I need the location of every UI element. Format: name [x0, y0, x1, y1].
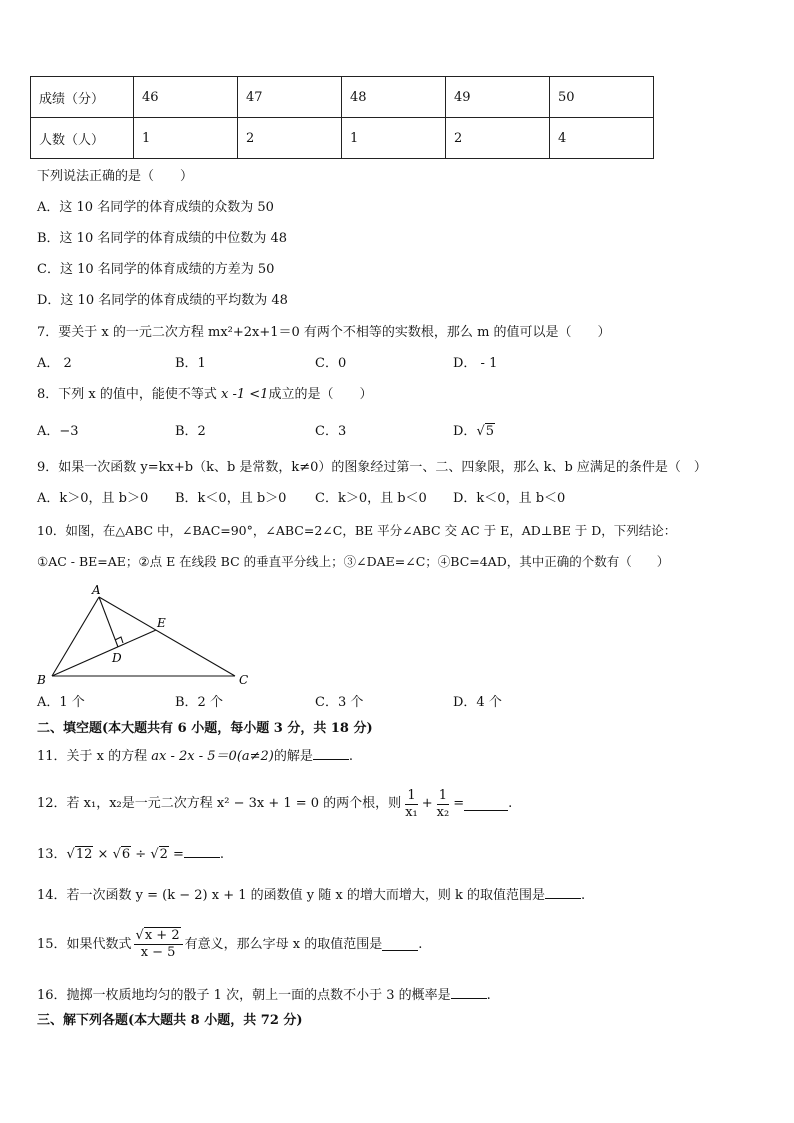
radicand: x + 2 — [144, 928, 180, 943]
question-16 — [37, 986, 491, 1005]
operator: ÷ — [131, 847, 151, 862]
table-cell: 50 — [550, 77, 654, 118]
question-9-option-c: C．k＞0，且 b＜0 — [315, 491, 427, 506]
answer-blank — [545, 886, 581, 899]
segment-ab — [52, 597, 99, 676]
period: . — [219, 847, 225, 862]
question-15 — [37, 928, 422, 961]
question-8-inequality: x -1 <1 — [221, 387, 269, 402]
score-table — [30, 76, 654, 159]
label-a: A — [92, 584, 101, 597]
segment-be — [52, 630, 156, 676]
fraction-denominator: x − 5 — [140, 945, 176, 960]
question-9-option-d: D．k＜0，且 b＜0 — [453, 491, 566, 506]
triangle-figure — [34, 584, 254, 688]
question-8-option-a: A．−3 — [37, 424, 79, 439]
question-8-stem-tail: 成立的是（ ） — [268, 387, 373, 402]
table-row — [31, 77, 654, 118]
table-cell: 47 — [238, 77, 342, 118]
period: . — [348, 749, 354, 764]
question-8-stem — [37, 386, 372, 404]
question-14 — [37, 886, 585, 905]
question-10-option-b: B．2 个 — [175, 695, 223, 710]
question-7-option-a: A． 2 — [37, 356, 72, 371]
question-10-line-1: 10．如图，在△ABC 中，∠BAC=90°，∠ABC=2∠C，BE 平分∠ABC 交 AC 于 E，AD⊥BE 于 D，下列结论： — [37, 523, 677, 538]
label-b: B — [37, 673, 46, 687]
question-9-option-b: B．k＜0，且 b＞0 — [175, 491, 287, 506]
answer-blank — [464, 798, 508, 811]
label-c: C — [239, 673, 249, 687]
radicand: 6 — [121, 847, 131, 862]
equals-sign: = — [168, 847, 184, 862]
question-13: 13．√12 × √6 ÷ √2 = . — [37, 847, 225, 862]
answer-blank — [382, 938, 418, 951]
table-cell: 48 — [342, 77, 446, 118]
table-cell: 49 — [446, 77, 550, 118]
question-9-stem: 9．如果一次函数 y=kx+b（k、b 是常数，k≠0）的图象经过第一、二、四象限，那么 k、b 应满足的条件是（ ） — [37, 460, 707, 475]
question-10-line-2: ①AC - BE=AE；②点 E 在线段 BC 的垂直平分线上；③∠DAE=∠C；④BC=4AD，其中正确的个数有（ ） — [37, 554, 670, 569]
question-11-equation: ax - 2x - 5＝0(a≠2) — [151, 749, 274, 764]
question-15-tail: 有意义，那么字母 x 的取值范围是 — [184, 936, 383, 952]
section-3-heading: 三、解下列各题(本大题共 8 小题，共 72 分) — [37, 1013, 303, 1028]
label-d: D — [112, 651, 122, 665]
question-6-option-b: B．这 10 名同学的体育成绩的中位数为 48 — [37, 231, 288, 246]
operator: × — [93, 847, 113, 862]
question-6-option-a: A．这 10 名同学的体育成绩的众数为 50 — [37, 200, 274, 215]
table-cell: 1 — [134, 118, 238, 159]
radicand: 12 — [75, 847, 93, 862]
plus-sign: + — [421, 796, 433, 811]
question-7-option-d: D． - 1 — [453, 356, 498, 371]
question-13-number: 13． — [37, 847, 67, 862]
question-8-radicand: 5 — [485, 424, 495, 439]
question-7-stem: 7．要关于 x 的一元二次方程 mx²+2x+1＝0 有两个不相等的实数根，那么 m 的值可以是（ ） — [37, 325, 611, 340]
table-cell: 1 — [342, 118, 446, 159]
question-8-option-d: D．√5 — [453, 424, 495, 439]
radicand: 2 — [159, 847, 168, 862]
fraction-1-over-x2 — [435, 788, 452, 821]
answer-blank — [184, 845, 220, 858]
answer-blank — [313, 747, 349, 760]
table-row — [31, 118, 654, 159]
question-10-option-a: A．1 个 — [37, 695, 85, 710]
table-cell: 2 — [238, 118, 342, 159]
section-2-heading: 二、填空题(本大题共有 6 小题，每小题 3 分，共 18 分) — [37, 721, 373, 736]
question-8-option-d-label: D． — [453, 424, 477, 439]
question-11 — [37, 747, 353, 766]
question-6-option-d: D．这 10 名同学的体育成绩的平均数为 48 — [37, 293, 288, 308]
question-8-stem-text: 8．下列 x 的值中，能使不等式 — [37, 387, 221, 402]
period: . — [418, 936, 423, 952]
question-12 — [37, 784, 512, 824]
fraction-denominator: x₁ — [405, 804, 418, 820]
label-e: E — [157, 616, 166, 630]
period: . — [486, 988, 491, 1003]
question-6-stem: 下列说法正确的是（ ） — [37, 169, 194, 184]
fraction — [134, 928, 183, 961]
table-cell: 成绩（分） — [31, 77, 134, 118]
question-9-option-a: A．k＞0，且 b＞0 — [37, 491, 149, 506]
question-11-text: 11．关于 x 的方程 — [37, 749, 152, 764]
fraction-denominator: x₂ — [436, 804, 450, 820]
fraction-numerator: √x + 2 — [134, 928, 183, 945]
question-12-text: 12．若 x₁，x₂是一元二次方程 x² − 3x + 1 = 0 的两个根，则 — [37, 796, 402, 811]
question-7-option-c: C．0 — [315, 356, 347, 371]
answer-blank — [451, 986, 487, 999]
equals-sign: = — [453, 796, 465, 811]
question-7-option-b: B．1 — [175, 356, 206, 371]
question-8-option-b: B．2 — [175, 424, 206, 439]
fraction-1-over-x1 — [403, 788, 420, 821]
question-10-option-d: D．4 个 — [453, 695, 502, 710]
question-8-option-c: C．3 — [315, 424, 347, 439]
period: . — [508, 796, 513, 811]
question-15-text: 15．如果代数式 — [37, 936, 132, 952]
table-cell: 人数（人） — [31, 118, 134, 159]
question-14-text: 14．若一次函数 y = (k − 2) x + 1 的函数值 y 随 x 的增大而增大，则 k 的取值范围是 — [37, 888, 545, 903]
question-11-tail: 的解是 — [273, 749, 313, 764]
question-16-text: 16．抛掷一枚质地均匀的骰子 1 次，朝上一面的点数不小于 3 的概率是 — [37, 988, 451, 1003]
fraction-numerator: 1 — [407, 787, 416, 803]
question-10-option-c: C．3 个 — [315, 695, 364, 710]
table-cell: 2 — [446, 118, 550, 159]
period: . — [581, 888, 586, 903]
fraction-numerator: 1 — [438, 787, 448, 803]
table-cell: 4 — [550, 118, 654, 159]
question-6-option-c: C．这 10 名同学的体育成绩的方差为 50 — [37, 262, 275, 277]
table-cell: 46 — [134, 77, 238, 118]
